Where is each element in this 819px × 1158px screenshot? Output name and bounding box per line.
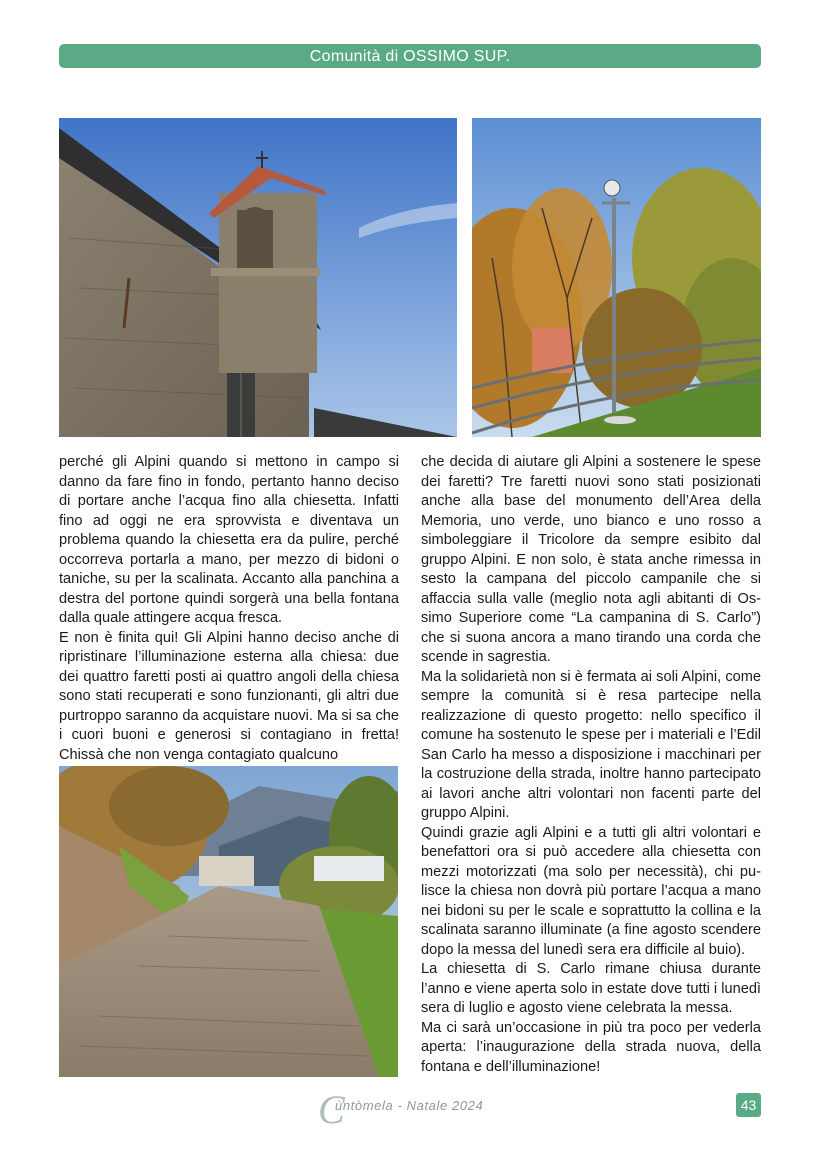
section-header: Comunità di OSSIMO SUP. bbox=[59, 44, 761, 68]
gravel-road-photo bbox=[59, 766, 398, 1077]
paragraph: E non è finita qui! Gli Alpini hanno deciso anche di ripristinare l’illuminazione esterna alla chiesa: due dei quattro faretti posti ai quattro angoli della chiesa sono stati recuperati e sono funzionanti, gli altri due purtroppo saranno da acquistare nuovi. Ma si sa che i cuori buoni e generosi si contagiano in fretta! Chissà che non venga contagiato qualcuno bbox=[59, 629, 399, 763]
paragraph: Ma la solidarietà non si è fermata ai soli Alpini, come sempre la comunità si è resa partecipe nella realizzazione di questo progetto: nello specifico il comune ha sostenuto le spese per i materiali e l’Edil San Carlo ha messo a disposizione i macchinari per la costruzione della strada, inoltre hanno partecipato ai lavori anche altri volontari non facenti parte del gruppo Alpini. bbox=[421, 668, 761, 821]
paragraph: Quindi grazie agli Alpini e a tutti gli altri volontari e benefattori ora si può accedere alla chiesetta con mezzi motorizzati (ma solo per necessità), chi pulisce la chiesa non dovrà più portare l’acqua a mano nei bidoni su per le scale e soprattutto la collina e la scalinata saranno illuminate (a fine agosto scendere dopo la messa del lunedì sera era difficile al buio). bbox=[421, 824, 761, 958]
publication-name: ùntòmela - Natale 2024 bbox=[335, 1098, 484, 1113]
paragraph: che decida di aiutare gli Alpini a sostenere le spese dei faretti? Tre faretti nuovi sono stati posizionati anche alla base del monumento dell’Area della Memoria, uno verde, uno bianco e uno rosso a simboleggiare il Tricolore da sempre esibito dal gruppo Alpini. E non solo, è stata anche rimessa in sesto la campana del piccolo campanile che si affaccia sulla valle (meglio nota agli abitanti di Ossimo Superiore come “La campanina di S. Carlo”) che si suona ancora a mano tirando una corda che scende in sagrestia. bbox=[421, 454, 761, 665]
church-bell-tower-photo bbox=[59, 118, 457, 437]
lamp-post-railing-photo bbox=[472, 118, 761, 437]
paragraph: Ma ci sarà un’occasione in più tra poco per vederla aperta: l’inaugurazione della strada nuova, della fontana e dell’illuminazione! bbox=[421, 1019, 761, 1075]
article-column-right bbox=[421, 453, 761, 1077]
paragraph: La chiesetta di S. Carlo rimane chiusa durante l’anno e viene aperta solo in estate dove tutti i lunedì sera di luglio e agosto viene celebrata la messa. bbox=[421, 961, 761, 1016]
publication-logo-initial: C bbox=[318, 1087, 345, 1132]
paragraph: perché gli Alpini quando si mettono in campo si danno da fare fino in fondo, pertanto hanno deciso di portare anche l’acqua fino alla chiesetta. Infatti fino ad oggi ne era sprovvista e diventava un problema quando la chiesetta era da pulire, perché occorreva portarla a mano, per mezzo di bidoni o taniche, su per la scalinata. Accanto alla panchina a destra del portone quindi sorgerà una bella fontana dalla quale attingere acqua fresca. bbox=[59, 454, 399, 626]
article-column-left bbox=[59, 453, 399, 765]
page-number: 43 bbox=[736, 1093, 761, 1117]
